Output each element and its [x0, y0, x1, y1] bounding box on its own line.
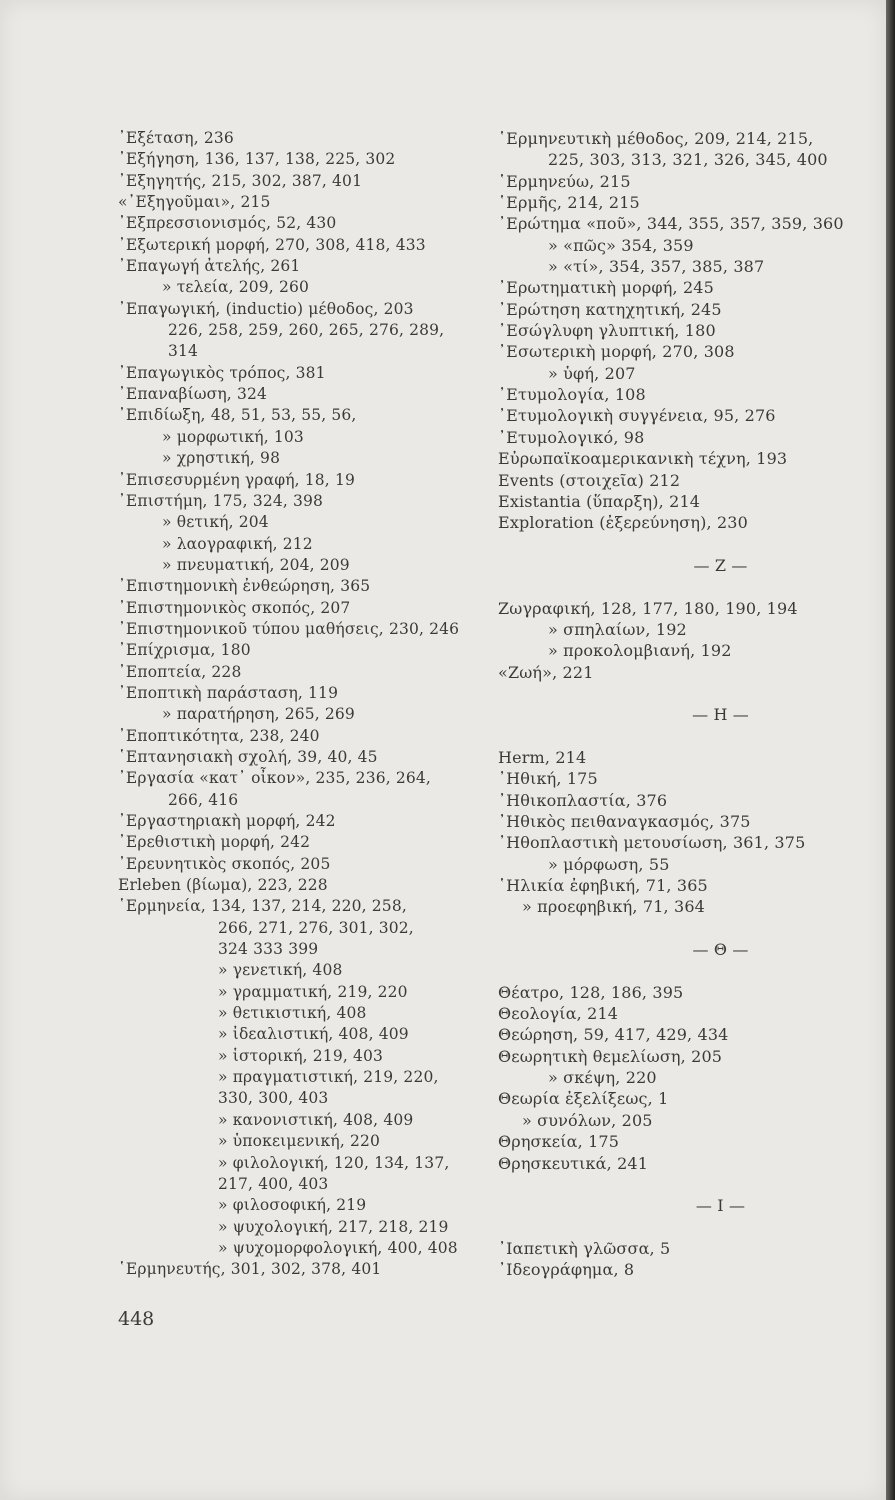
index-entry: ᾿Εποπτικὴ παράσταση, 119	[118, 683, 339, 702]
index-entry: ᾿Επαγωγική, (inductio) μέθοδος, 203	[118, 299, 414, 318]
index-subentry: » σκέψη, 220	[548, 1068, 657, 1088]
spacer	[498, 1217, 883, 1238]
index-entry: Θεωρία ἐξελίξεως, 1	[498, 1089, 669, 1109]
index-entry: ᾿Ετυμολογικὴ συγγένεια, 95, 276	[498, 406, 776, 426]
index-entry: Θρησκευτικά, 241	[498, 1153, 649, 1173]
index-entry: ᾿Ερώτημα «ποῦ», 344, 355, 357, 359, 360	[498, 214, 844, 234]
index-subentry: » θετικιστική, 408	[218, 1004, 367, 1023]
index-entry: ᾿Εσώγλυφη γλυπτική, 180	[498, 321, 716, 341]
index-entry: Herm, 214	[498, 747, 587, 767]
index-subentry: » πραγματιστική, 219, 220,	[218, 1068, 439, 1087]
index-entry: ῾Ερμηνευτής, 301, 302, 378, 401	[118, 1260, 382, 1279]
index-entry: ῾Ηλικία ἐφηβική, 71, 365	[498, 876, 708, 896]
spacer	[498, 576, 883, 597]
index-entry: ᾿Ιαπετικὴ γλῶσσα, 5	[498, 1238, 671, 1258]
spacer	[498, 960, 883, 981]
index-entry: ᾿Ετυμολογικό, 98	[498, 427, 645, 447]
index-subentry: » φιλοσοφική, 219	[218, 1196, 367, 1215]
index-entry: ᾿Ιδεογράφημα, 8	[498, 1260, 635, 1280]
index-subentry: » προκολομβιανή, 192	[548, 641, 732, 661]
index-subentry: » χρηστική, 98	[162, 449, 281, 468]
index-entry: ᾿Ηθοπλαστικὴ μετουσίωση, 361, 375	[498, 833, 806, 853]
index-entry: ῾Επτανησιακὴ σχολή, 39, 40, 45	[118, 747, 378, 766]
index-entry: Θέατρο, 128, 186, 395	[498, 982, 684, 1002]
index-entry: ᾿Επιστημονικὴ ἐνθεώρηση, 365	[118, 577, 371, 596]
index-subentry: » ψυχομορφολογική, 400, 408	[218, 1238, 458, 1257]
letter-heading: — Ζ —	[693, 555, 748, 575]
index-subentry: » συνόλων, 205	[522, 1110, 653, 1130]
index-entry: ᾿Επιδίωξη, 48, 51, 53, 55, 56,	[118, 406, 357, 425]
index-entry: ᾿Εξωτερική μορφή, 270, 308, 418, 433	[118, 235, 426, 254]
index-entry: ᾿Ερευνητικὸς σκοπός, 205	[118, 854, 331, 873]
index-subentry: » προεφηβική, 71, 364	[522, 897, 706, 917]
index-entry: ᾿Επισεσυρμένη γραφή, 18, 19	[118, 470, 355, 489]
index-entry: ῾Ερμηνεία, 134, 137, 214, 220, 258,	[118, 897, 407, 916]
index-column-left	[118, 128, 488, 1281]
index-entry: ᾿Επιστήμη, 175, 324, 398	[118, 491, 324, 510]
index-entry: ᾿Ερώτηση κατηχητική, 245	[498, 299, 722, 319]
index-subentry: 217, 400, 403	[218, 1174, 329, 1193]
index-entry: ᾿Εξέταση, 236	[118, 129, 234, 147]
index-entry: ῾Ερμηνεύω, 215	[498, 171, 631, 191]
index-subentry: » ἰδεαλιστική, 408, 409	[218, 1025, 409, 1044]
index-subentry: 266, 271, 276, 301, 302,	[218, 918, 414, 937]
index-entry: ᾿Εργασία «κατ᾿ οἶκον», 235, 236, 264,	[118, 769, 431, 788]
index-subentry: » θετική, 204	[162, 513, 269, 532]
index-entry: «Ζωή», 221	[498, 662, 594, 682]
index-subentry: » «τί», 354, 357, 385, 387	[548, 257, 765, 277]
index-subentry: » ὑποκειμενική, 220	[218, 1132, 381, 1151]
index-subentry: » κανονιστική, 408, 409	[218, 1110, 414, 1129]
index-entry: ᾿Ηθικὸς πειθαναγκασμός, 375	[498, 812, 751, 831]
index-entry: ᾿Επιστημονικοῦ τύπου μαθήσεις, 230, 246	[118, 619, 460, 638]
index-entry: ᾿Επίχρισμα, 180	[118, 641, 251, 660]
page-number: 448	[118, 1308, 155, 1330]
index-entry: Exploration (ἐξερεύνηση), 230	[498, 513, 748, 533]
index-entry: Erleben (βίωμα), 223, 228	[118, 876, 328, 895]
index-entry: ᾿Εξήγηση, 136, 137, 138, 225, 302	[118, 150, 396, 169]
index-subentry: 324 333 399	[218, 940, 319, 959]
index-subentry: » σπηλαίων, 192	[548, 619, 687, 639]
index-entry: ᾿Ηθικοπλαστία, 376	[498, 790, 668, 810]
index-entry: ᾿Εργαστηριακὴ μορφή, 242	[118, 812, 336, 830]
index-entry: ᾿Επαγωγικὸς τρόπος, 381	[118, 363, 326, 382]
index-entry: «᾿Εξηγοῦμαι», 215	[118, 193, 271, 212]
index-entry: Εὐρωπαϊκοαμερικανικὴ τέχνη, 193	[498, 449, 788, 469]
index-entry: ᾿Ετυμολογία, 108	[498, 385, 646, 405]
index-subentry: » γραμματική, 219, 220	[218, 982, 408, 1001]
index-subentry: » ψυχολογική, 217, 218, 219	[218, 1217, 449, 1236]
index-entry: ᾿Εσωτερικὴ μορφή, 270, 308	[498, 342, 735, 362]
index-entry: Θεολογία, 214	[498, 1004, 619, 1024]
spacer	[498, 1174, 883, 1195]
index-subentry: 314	[168, 342, 199, 361]
index-entry: ᾿Εξπρεσσιονισμός, 52, 430	[118, 214, 337, 233]
index-subentry: » «πῶς» 354, 359	[548, 235, 694, 255]
spacer	[498, 726, 883, 747]
index-entry: ᾿Επιστημονικὸς σκοπός, 207	[118, 598, 351, 617]
letter-heading: — Θ —	[692, 940, 749, 960]
spacer	[498, 683, 883, 704]
index-entry: ᾿Εξηγητής, 215, 302, 387, 401	[118, 171, 363, 190]
letter-heading: — Η —	[692, 705, 749, 725]
letter-heading: — Ι —	[695, 1196, 746, 1216]
index-subentry: » παρατήρηση, 265, 269	[162, 705, 355, 724]
index-entry: Θεώρηση, 59, 417, 429, 434	[498, 1025, 729, 1045]
index-subentry: » φιλολογική, 120, 134, 137,	[218, 1153, 450, 1172]
index-entry: ῾Ερμηνευτικὴ μέθοδος, 209, 214, 215,	[498, 129, 814, 148]
index-subentry: » ὑφή, 207	[548, 363, 636, 383]
index-subentry: » πνευματική, 204, 209	[162, 555, 350, 574]
index-entry: ᾿Ερεθιστικὴ μορφή, 242	[118, 833, 311, 852]
index-subentry: » τελεία, 209, 260	[162, 278, 309, 297]
index-subentry: » μορφωτική, 103	[162, 427, 304, 446]
index-subentry: 330, 300, 403	[218, 1089, 329, 1108]
index-entry-continuation: 225, 303, 313, 321, 326, 345, 400	[548, 150, 828, 170]
index-entry: Ζωγραφική, 128, 177, 180, 190, 194	[498, 598, 798, 618]
index-subentry: » μόρφωση, 55	[548, 854, 670, 874]
spacer	[498, 534, 883, 555]
index-subentry: » λαογραφική, 212	[162, 534, 313, 553]
index-entry: ᾿Εποπτικότητα, 238, 240	[118, 726, 320, 745]
index-entry: ᾿Ηθική, 175	[498, 769, 598, 789]
index-entry: Θρησκεία, 175	[498, 1132, 620, 1152]
index-entry: ᾿Εποπτεία, 228	[118, 662, 242, 681]
index-entry: Events (στοιχεῖα) 212	[498, 470, 681, 490]
index-column-right	[498, 128, 883, 1281]
index-entry: Θεωρητικὴ θεμελίωση, 205	[498, 1046, 723, 1066]
index-entry: ᾿Επαναβίωση, 324	[118, 385, 267, 404]
page-edge-shadow	[886, 0, 895, 1500]
index-entry: ᾿Επαγωγή ἀτελής, 261	[118, 257, 301, 276]
index-entry: ᾿Ερωτηματικὴ μορφή, 245	[498, 278, 714, 298]
index-subentry: » ἱστορική, 219, 403	[218, 1046, 384, 1065]
index-subentry: » γενετική, 408	[218, 961, 343, 980]
index-subentry: 266, 416	[168, 790, 239, 809]
spacer	[498, 918, 883, 939]
index-entry: Existantia (ὕπαρξη), 214	[498, 491, 701, 511]
index-subentry: 226, 258, 259, 260, 265, 276, 289,	[168, 321, 445, 340]
index-entry: ῾Ερμῆς, 214, 215	[498, 193, 640, 213]
